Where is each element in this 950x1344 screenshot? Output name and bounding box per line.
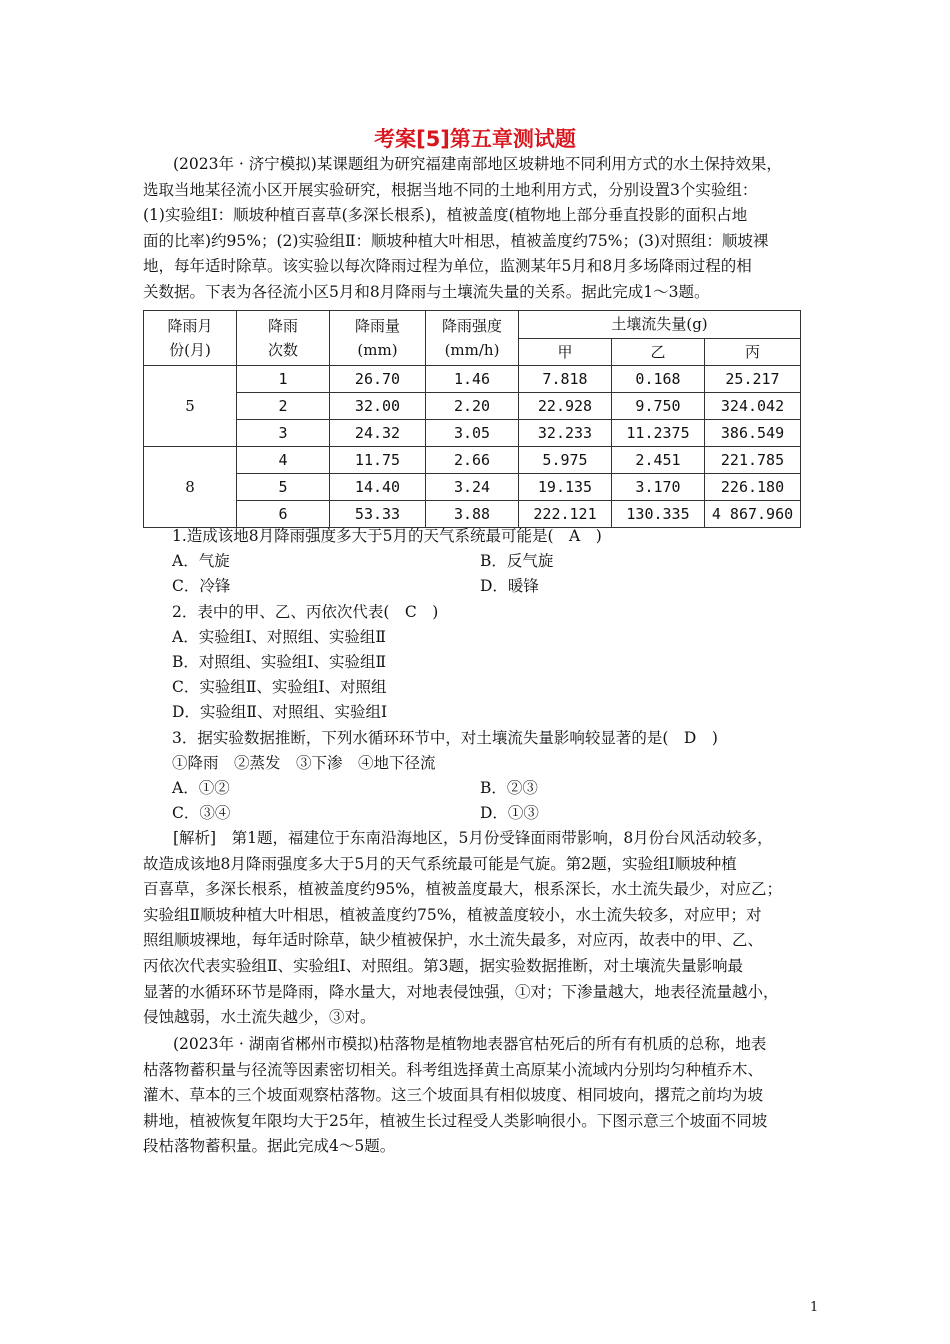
cell: 5 <box>237 474 330 501</box>
analysis-paragraph <box>143 826 810 1031</box>
q2-option-c: C．实验组Ⅱ、实验组Ⅰ、对照组 <box>172 678 387 696</box>
text-line: 段枯落物蓄积量。据此完成4～5题。 <box>143 1137 396 1156</box>
cell: 32.00 <box>330 393 426 420</box>
cell: 4 <box>237 447 330 474</box>
cell: 2.66 <box>426 447 519 474</box>
text-line: (1)实验组Ⅰ：顺坡种植百喜草(多深长根系)，植被盖度(植物地上部分垂直投影的面积占地 <box>143 206 748 225</box>
header-text: 次数 <box>267 341 298 359</box>
page-title: 考案[5]第五章测试题 <box>374 127 576 151</box>
q3-option-d: D．①③ <box>480 804 539 822</box>
header-text: 降雨量 <box>354 317 400 335</box>
cell: 0.168 <box>612 366 705 393</box>
cell: 32.233 <box>519 420 612 447</box>
cell: 2 <box>237 393 330 420</box>
text-line: 枯落物蓄积量与径流等因素密切相关。科考组选择黄土高原某小流域内分别均匀种植乔木、 <box>143 1060 764 1079</box>
text-line: (2023年 · 湖南省郴州市模拟)枯落物是植物地表器官枯死后的所有有机质的总称，地表 <box>173 1035 767 1053</box>
header-text: (mm) <box>357 341 398 359</box>
header-count <box>237 311 330 366</box>
q1-option-b: B．反气旋 <box>480 552 554 570</box>
q2-option-d: D．实验组Ⅱ、对照组、实验组Ⅰ <box>172 703 388 721</box>
q3-option-c: C．③④ <box>172 804 231 822</box>
text-line: 选取当地某径流小区开展实验研究，根据当地不同的土地利用方式，分别设置3个实验组： <box>143 180 758 199</box>
cell: 19.135 <box>519 474 612 501</box>
cell: 226.180 <box>705 474 801 501</box>
cell: 26.70 <box>330 366 426 393</box>
header-bing: 丙 <box>705 338 801 366</box>
text-line: 耕地，植被恢复年限均大于25年，植被生长过程受人类影响很小。下图示意三个坡面不同坡 <box>143 1111 768 1130</box>
text-line: 面的比率)约95%；(2)实验组Ⅱ：顺坡种植大叶相思，植被盖度约75%；(3)对照组：顺坡裸 <box>143 231 769 250</box>
header-text: 降雨月 <box>167 317 213 335</box>
text-line: 灌木、草本的三个坡面观察枯落物。这三个坡面具有相似坡度、相同坡向，撂荒之前均为坡 <box>143 1086 764 1105</box>
header-intensity <box>426 311 519 366</box>
cell: 11.2375 <box>612 420 705 447</box>
cell: 1 <box>237 366 330 393</box>
rainfall-soil-loss-table <box>143 310 801 528</box>
month-cell: 5 <box>144 366 237 447</box>
cell: 1.46 <box>426 366 519 393</box>
cell: 2.20 <box>426 393 519 420</box>
header-text: 降雨 <box>267 317 298 335</box>
table-row <box>144 447 801 474</box>
table-row <box>144 474 801 501</box>
text-line: [解析] 第1题，福建位于东南沿海地区，5月份受锋面雨带影响，8月份台风活动较多， <box>173 829 773 847</box>
header-text: 份(月) <box>169 341 211 359</box>
text-line: 实验组Ⅱ顺坡种植大叶相思，植被盖度约75%，植被盖度较小，水土流失较多，对应甲；对 <box>143 905 762 924</box>
table-row <box>144 366 801 393</box>
cell: 3.170 <box>612 474 705 501</box>
cell: 221.785 <box>705 447 801 474</box>
cell: 3 <box>237 420 330 447</box>
cell: 130.335 <box>612 501 705 528</box>
cell: 6 <box>237 501 330 528</box>
q1-option-c: C．冷锋 <box>172 577 231 595</box>
header-soil-loss: 土壤流失量(g) <box>519 311 801 339</box>
text-line: 丙依次代表实验组Ⅱ、实验组Ⅰ、对照组。第3题，据实验数据推断，对土壤流失量影响最 <box>143 956 744 975</box>
table-row <box>144 420 801 447</box>
q3-option-b: B．②③ <box>480 779 538 797</box>
text-line: 关数据。下表为各径流小区5月和8月降雨与土壤流失量的关系。据此完成1～3题。 <box>143 282 710 301</box>
header-text: (mm/h) <box>444 341 500 359</box>
text-line: (2023年 · 济宁模拟)某课题组为研究福建南部地区坡耕地不同利用方式的水土保持效果， <box>173 155 782 173</box>
question-2-stem: 2．表中的甲、乙、丙依次代表( C ) <box>172 603 439 621</box>
q1-option-a: A．气旋 <box>172 552 230 570</box>
cell: 7.818 <box>519 366 612 393</box>
q3-option-a: A．①② <box>172 779 230 797</box>
cell: 222.121 <box>519 501 612 528</box>
intro-paragraph-1 <box>143 152 810 306</box>
cell: 11.75 <box>330 447 426 474</box>
page-number: 1 <box>810 1300 819 1315</box>
header-text: 降雨强度 <box>441 317 502 335</box>
text-line: 百喜草，多深长根系，植被盖度约95%，植被盖度最大，根系深长，水土流失最少，对应乙； <box>143 880 782 899</box>
cell: 5.975 <box>519 447 612 474</box>
header-rainfall <box>330 311 426 366</box>
question-1-stem: 1.造成该地8月降雨强度多大于5月的天气系统最可能是( A ) <box>172 527 602 545</box>
cell: 22.928 <box>519 393 612 420</box>
header-jia: 甲 <box>519 338 612 366</box>
text-line: 侵蚀越弱，水土流失越少，③对。 <box>143 1008 376 1027</box>
header-month <box>144 311 237 366</box>
question-3-stem: 3．据实验数据推断，下列水循环环节中，对土壤流失量影响较显著的是( D ) <box>172 729 718 747</box>
cell: 3.88 <box>426 501 519 528</box>
cell: 4 867.960 <box>705 501 801 528</box>
cell: 3.24 <box>426 474 519 501</box>
q3-items: ①降雨 ②蒸发 ③下渗 ④地下径流 <box>172 754 436 772</box>
month-cell: 8 <box>144 447 237 528</box>
text-line: 照组顺坡裸地，每年适时除草，缺少植被保护，水土流失最多，对应丙，故表中的甲、乙、 <box>143 931 764 950</box>
cell: 9.750 <box>612 393 705 420</box>
cell: 2.451 <box>612 447 705 474</box>
cell: 53.33 <box>330 501 426 528</box>
cell: 324.042 <box>705 393 801 420</box>
cell: 3.05 <box>426 420 519 447</box>
cell: 386.549 <box>705 420 801 447</box>
q2-option-a: A．实验组Ⅰ、对照组、实验组Ⅱ <box>172 628 386 646</box>
text-line: 显著的水循环环节是降雨，降水量大，对地表侵蚀强，①对；下渗量越大，地表径流量越小， <box>143 982 779 1001</box>
cell: 25.217 <box>705 366 801 393</box>
intro-paragraph-2 <box>143 1032 810 1160</box>
cell: 14.40 <box>330 474 426 501</box>
cell: 24.32 <box>330 420 426 447</box>
text-line: 故造成该地8月降雨强度多大于5月的天气系统最可能是气旋。第2题，实验组Ⅰ顺坡种植 <box>143 854 737 873</box>
q1-option-d: D．暖锋 <box>480 577 539 595</box>
text-line: 地，每年适时除草。该实验以每次降雨过程为单位，监测某年5月和8月多场降雨过程的相 <box>143 257 752 276</box>
table-row <box>144 393 801 420</box>
header-yi: 乙 <box>612 338 705 366</box>
q2-option-b: B．对照组、实验组Ⅰ、实验组Ⅱ <box>172 653 387 671</box>
